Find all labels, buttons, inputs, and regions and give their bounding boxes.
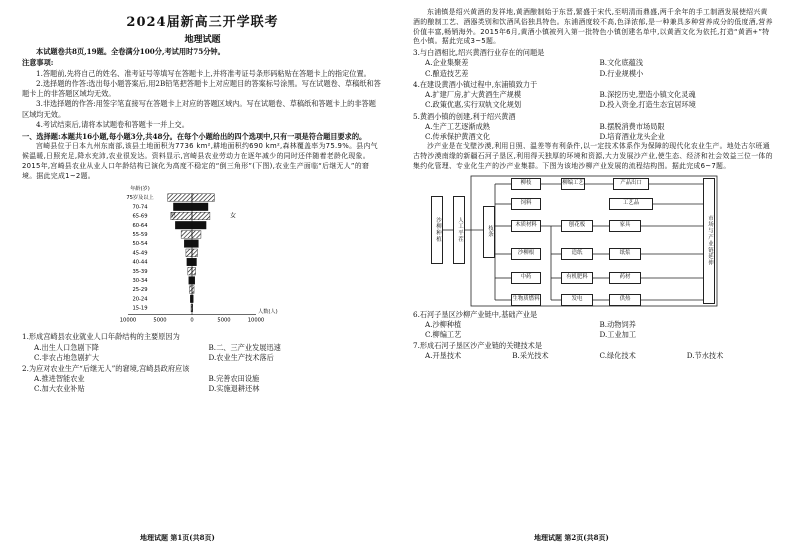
flow-node-stubble: 人工平茬 [453, 196, 465, 264]
age-pyramid-svg [22, 183, 383, 331]
pyramid-bar-female [192, 240, 198, 248]
question-7-options [413, 351, 774, 361]
question-5-stem: 5.黄酒小镇的创建,利于绍兴黄酒 [413, 111, 516, 121]
question-2-options [22, 374, 383, 394]
pyramid-bar-male [190, 286, 192, 294]
flow-node-branches: 柳枝 [511, 178, 541, 190]
flowchart-connectors [413, 174, 774, 308]
question-5-options [413, 122, 774, 142]
note-2: 2.选择题的作答:选出每小题答案后,用2B铅笔把答题卡上对应题目的答案标号涂黑。写在试题卷、草稿纸和答题卡上的非答题区域均无效。 [22, 78, 381, 99]
pyramid-bar-male [168, 194, 192, 202]
note-1: 1.答题前,先将自己的姓名、准考证号等填写在答题卡上,并将准考证号条形码粘贴在答题卡上的指定位置。 [36, 68, 371, 78]
passage-sand-industry: 沙产业是在戈壁沙漠,利用日照、温差等有利条件,以一定技术体系作为保障的现代化农业生产。地处古尔班通古特沙漠南缘的新疆石河子垦区,利用得天独厚的环境和资源,大力发展沙产业,使生态、经济和社会效益三位一体的集约化管理、专业化生产的沙产业集群。下图为该地沙柳产业发展的流程结构图。据此完成6~7题。 [413, 142, 773, 170]
flow-node-board: 刨花板 [561, 220, 593, 232]
notes-label: 注意事项: [22, 58, 54, 68]
q7-option-d[interactable]: D.节水技术 [686, 351, 724, 361]
page-1-footer: 地理试题 第1页(共8页) [140, 533, 215, 543]
flow-node-planting: 沙柳种植 [431, 196, 443, 264]
q5-option-b[interactable]: B.摆脱消费市场局限 [599, 121, 665, 131]
flow-node-material: 木质材料 [511, 220, 541, 232]
pyramid-bar-male [188, 268, 192, 276]
question-1-stem: 1.形成宫崎县农业就业人口年龄结构的主要原因为 [22, 332, 180, 342]
page-2-footer: 地理试题 第2页(共8页) [534, 533, 609, 543]
q1-option-a[interactable]: A.出生人口急剧下降 [34, 342, 99, 352]
pyramid-bar-female [192, 259, 196, 267]
flow-node-paper: 造纸 [561, 248, 593, 260]
pyramid-age-label: 60-64 [132, 223, 148, 230]
q5-option-c[interactable]: C.传承保护黄酒文化 [425, 131, 491, 141]
question-3-stem: 3.与白酒相比,绍兴黄酒行业存在的问题是 [413, 48, 545, 58]
question-4-stem: 4.在建设黄酒小镇过程中,东浦镇致力于 [413, 79, 538, 89]
pyramid-legend-female: 女 [230, 212, 237, 220]
flow-node-export: 产品出口 [613, 178, 649, 190]
q2-option-c[interactable]: C.加大农业补贴 [34, 384, 85, 394]
flow-node-feed: 饲料 [511, 198, 541, 210]
q3-option-c[interactable]: C.酿造技艺差 [425, 68, 469, 78]
q6-option-b[interactable]: B.动物饲养 [599, 319, 636, 329]
pyramid-bar-female [192, 222, 206, 230]
q2-option-b[interactable]: B.完善农田设施 [208, 374, 260, 384]
pyramid-bar-female [192, 213, 210, 221]
pyramid-age-label: 15-19 [132, 305, 148, 312]
q7-option-b[interactable]: B.采光技术 [512, 351, 549, 361]
pyramid-bar-male [187, 259, 192, 267]
q4-option-c[interactable]: C.政策优惠,实行双轨文化规划 [425, 100, 522, 110]
q1-option-b[interactable]: B.二、三产业发展迅速 [208, 342, 281, 352]
flow-node-weave: 柳编工艺 [561, 178, 585, 190]
exam-info: 本试题卷共8页,19题。全卷满分100分,考试用时75分钟。 [36, 47, 225, 57]
pyramid-age-label: 50-54 [132, 241, 148, 248]
pyramid-bar-female [192, 231, 201, 239]
q2-option-a[interactable]: A.推进智能农业 [34, 374, 85, 384]
q2-option-d[interactable]: D.实施退耕还林 [208, 384, 260, 394]
passage-miyazaki: 宫崎县位于日本九州东南部,该县土地面积为7736 km²,耕地面积约690 km²,森林覆盖率为75.9%。县内气候温暖,日照充足,降水充沛,农业很发达。资料显示,宫崎县农业劳动力在逐年减少的同时还伴随着老龄化现象。2015年,宫崎县农业从业人口年龄结构已演化为高度不稳定的“倒三角形”(下图),农业生产面临“后继无人”的窘境。据此完成1~2题。 [22, 142, 378, 180]
flow-node-pulp: 纸浆 [609, 248, 641, 260]
pyramid-x-axis-label: 人数(人) [258, 309, 278, 316]
pyramid-age-label: 70-74 [132, 204, 148, 211]
q7-option-c[interactable]: C.绿化技术 [599, 351, 636, 361]
pyramid-bar-male [189, 277, 192, 285]
pyramid-bar-female [192, 249, 197, 257]
flow-node-biofuel: 生物质燃料 [511, 294, 541, 306]
page-2 [397, 0, 794, 551]
question-2-stem: 2.为应对农业生产“后继无人”的窘境,宫崎县政府应该 [22, 364, 190, 374]
q5-option-d[interactable]: D.培育酒业龙头企业 [599, 131, 665, 141]
pyramid-bar-male [181, 231, 192, 239]
q6-option-d[interactable]: D.工业加工 [599, 329, 637, 339]
passage-huangjiu: 东浦镇是绍兴黄酒的发祥地,黄酒酿制始于东晋,繁盛于宋代,至明清而鼎盛,两千余年的手工制酒发展使绍兴黄酒的酿制工艺、酒器类别和饮酒风俗独具特色。东浦酒度较不高,色泽浓郁,是一种兼具多种营养成分的低度酒,营养价值丰富,畅销海外。2015年6月,黄酒小镇被列入第一批特色小镇创建名单中,以黄酒文化为依托,打造“黄酒+”特色小镇。据此完成3~5题。 [413, 8, 773, 46]
age-pyramid-chart [22, 183, 383, 331]
pyramid-age-label: 65-69 [132, 213, 148, 220]
pyramid-age-label: 30-34 [132, 278, 148, 285]
exam-subtitle: 地理试题 [184, 35, 221, 46]
question-3-options [413, 58, 774, 78]
pyramid-tick-label: 5000 [153, 317, 167, 324]
q3-option-b[interactable]: B.文化底蕴浅 [599, 58, 644, 68]
exam-title: 2024届新高三开学联考 [126, 15, 279, 30]
question-1-options [22, 343, 383, 363]
flow-node-market: 市场与产业链延伸 [703, 178, 715, 304]
q3-option-d[interactable]: D.行业规模小 [599, 68, 644, 78]
pyramid-legend-male: 男 [170, 212, 177, 220]
question-6-stem: 6.石河子垦区沙柳产业链中,基础产业是 [413, 309, 538, 319]
note-3: 3.非选择题的作答:用签字笔直接写在答题卡上对应的答题区域内。写在试题卷、草稿纸和答题卡上的非答题区域均无效。 [22, 99, 376, 119]
pyramid-bar-male [173, 203, 192, 211]
pyramid-tick-label: 5000 [217, 317, 231, 324]
pyramid-bar-female [192, 194, 214, 202]
pyramid-age-label: 75岁及以上 [126, 195, 154, 202]
question-6-options [413, 320, 774, 340]
pyramid-age-label: 25-29 [132, 287, 148, 294]
flow-node-fertilizer: 有机肥料 [561, 272, 593, 284]
pyramid-age-label: 35-39 [132, 269, 148, 276]
q5-option-a[interactable]: A.生产工艺逐渐成熟 [425, 121, 490, 131]
pyramid-age-label: 20-24 [132, 296, 148, 303]
flow-node-heat: 供热 [609, 294, 641, 306]
q3-option-a[interactable]: A.企业集聚差 [425, 58, 469, 68]
q7-option-a[interactable]: A.开垦技术 [425, 351, 462, 361]
pyramid-tick-label: 0 [190, 317, 194, 324]
pyramid-tick-label: 10000 [247, 317, 265, 324]
flow-node-craft: 工艺品 [609, 198, 653, 210]
q4-option-b[interactable]: B.深挖历史,塑造小镇文化灵魂 [599, 90, 696, 100]
flow-node-power: 发电 [561, 294, 593, 306]
pyramid-age-label: 45-49 [132, 250, 148, 257]
question-4-options [413, 90, 774, 110]
q4-option-d[interactable]: D.投入资金,打造生态宜居环境 [599, 100, 696, 110]
pyramid-bar-female [192, 277, 195, 285]
pyramid-tick-label: 10000 [119, 317, 137, 324]
flow-node-medicine: 药材 [609, 272, 641, 284]
pyramid-bar-male [186, 249, 192, 257]
q4-option-a[interactable]: A.扩建厂房,扩大黄酒生产规模 [425, 90, 522, 100]
q6-option-c[interactable]: C.柳编工艺 [425, 329, 462, 339]
note-4: 4.考试结束后,请将本试题卷和答题卡一并上交。 [36, 119, 189, 129]
flow-node-trunk: 枝条 [483, 206, 495, 258]
section-heading: 一、选择题:本题共16小题,每小题3分,共48分。在每个小题给出的四个选项中,只有一项是符合题目要求的。 [22, 131, 367, 141]
pyramid-bar-male [175, 222, 192, 230]
flow-node-furniture: 家具 [609, 220, 641, 232]
pyramid-bar-female [192, 268, 196, 276]
pyramid-bar-female [192, 286, 194, 294]
pyramid-bar-female [192, 203, 208, 211]
q6-option-a[interactable]: A.沙柳种植 [425, 319, 462, 329]
pyramid-age-label: 40-44 [132, 259, 148, 266]
pyramid-category-label: 年龄(岁) [130, 186, 150, 193]
sand-willow-flowchart [413, 174, 774, 308]
pyramid-age-label: 55-59 [132, 232, 148, 239]
question-7-stem: 7.形成石河子垦区沙产业链的关键技术是 [413, 341, 543, 351]
q1-option-d[interactable]: D.农业生产技术落后 [208, 352, 274, 362]
flow-node-herb: 中药 [511, 272, 541, 284]
flow-node-root: 沙柳根 [511, 248, 541, 260]
q1-option-c[interactable]: C.非农占地急剧扩大 [34, 352, 100, 362]
pyramid-bar-male [184, 240, 192, 248]
